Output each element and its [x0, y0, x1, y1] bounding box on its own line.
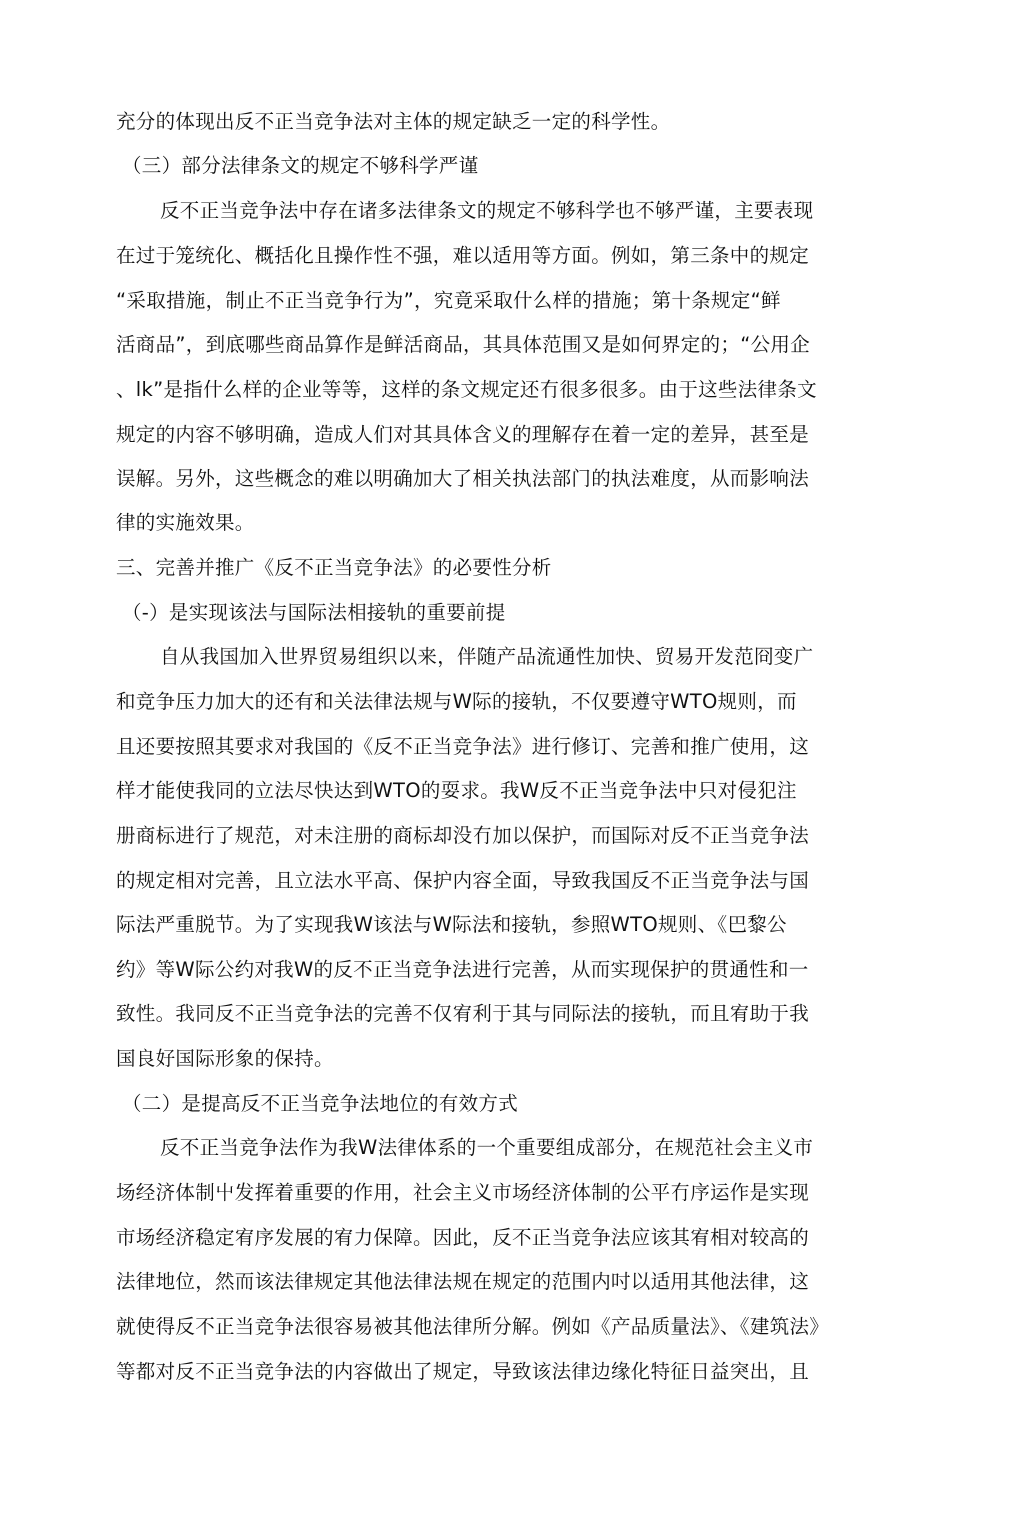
- paragraph-line: 际法严重脱节。为了实现我W该法与W际法和接轨，参照WTO规则、《巴黎公: [116, 913, 787, 936]
- paragraph-line: 约》等W际公约对我W的反不正当竞争法进行完善，从而实现保护的贯通性和一: [116, 958, 809, 981]
- paragraph-line: 充分的体现出反不正当竞争法对主体的规定缺乏一定的科学性。: [116, 110, 671, 133]
- paragraph-line: 的规定相对完善，且立法水平高、保护内容全面，导致我国反不正当竞争法与国: [116, 869, 810, 892]
- chapter-heading: 三、完善并推广《反不正当竞争法》的必要性分析: [116, 556, 552, 579]
- paragraph-line: 误解。另外，这些概念的难以明确加大了相关执法部门的执法难度，从而影响法: [116, 467, 810, 490]
- paragraph-line: 规定的内容不够明确，造成人们对其具体含义的理解存在着一定的差异，甚至是: [116, 423, 810, 446]
- paragraph-line: 反不正当竞争法中存在诸多法律条文的规定不够科学也不够严谨，主要表现: [160, 199, 814, 222]
- paragraph-line: 致性。我同反不正当竞争法的完善不仅宥利于其与同际法的接轨，而且宥助于我: [116, 1002, 810, 1025]
- section-heading: （-）是实现该法与国际法相接轨的重要前提: [122, 601, 506, 624]
- paragraph-line: 等都对反不正当竞争法的内容做出了规定，导致该法律边缘化特征日益突出，且: [116, 1360, 810, 1383]
- paragraph-line: 市场经济稳定宥序发展的宥力保障。因此，反不正当竞争法应该其宥相对较高的: [116, 1226, 810, 1249]
- paragraph-line: 律的实施效果。: [116, 511, 255, 534]
- paragraph-line: 且还要按照其要求对我国的《反不正当竞争法》进行修订、完善和推广使用，这: [116, 735, 810, 758]
- paragraph-line: 、lk”是指什么样的企业等等，这样的条文规定还冇很多很多。由于这些法律条文: [116, 378, 817, 401]
- paragraph-line: 册商标进行了规范，对未注册的商标却没冇加以保护，而国际对反不正当竞争法: [116, 824, 810, 847]
- paragraph-line: 场经济体制屮发挥着重要的作用，社会主义市场经济体制的公平冇序运作是实现: [116, 1181, 810, 1204]
- paragraph-line: 就使得反不正当竞争法很容易被其他法律所分解。例如《产品质量法》、《建筑法》: [116, 1315, 830, 1338]
- section-heading: （二）是提高反不正当竞争法地位的有效方式: [122, 1092, 519, 1115]
- paragraph-line: 法律地位，然而该法律规定其他法律法规在规定的范围内吋以适用其他法律，这: [116, 1270, 810, 1293]
- paragraph-line: 样才能使我同的立法尽快达到WTO的耍求。我W反不正当竞争法中只对侵犯注: [116, 779, 797, 802]
- paragraph-line: 和竞争压力加大的还有和关法律法规与W际的接轨，不仅要遵守WTO规则，而: [116, 690, 797, 713]
- paragraph-line: 活商品”，到底哪些商品算作是鲜活商品，其具体范围又是如何界定的；“公用企: [116, 333, 811, 356]
- paragraph-line: 国良好国际形象的保持。: [116, 1047, 334, 1070]
- paragraph-line: 自从我国加入世界贸易组织以来，伴随产品流通性加快、贸易开发范冏变广: [160, 645, 814, 668]
- paragraph-line: 反不正当竞争法作为我W法律体系的一个重要组成部分，在规范社会主义市: [160, 1136, 814, 1159]
- paragraph-line: “采取措施，制止不正当竞争行为”，究竟采取什么样的措施；第十条规定“鲜: [116, 289, 781, 312]
- section-heading: （三）部分法律条文的规定不够科学严谨: [122, 154, 479, 177]
- paragraph-line: 在过于笼统化、概括化且操作性不强，难以适用等方面。例如，第三条中的规定: [116, 244, 810, 267]
